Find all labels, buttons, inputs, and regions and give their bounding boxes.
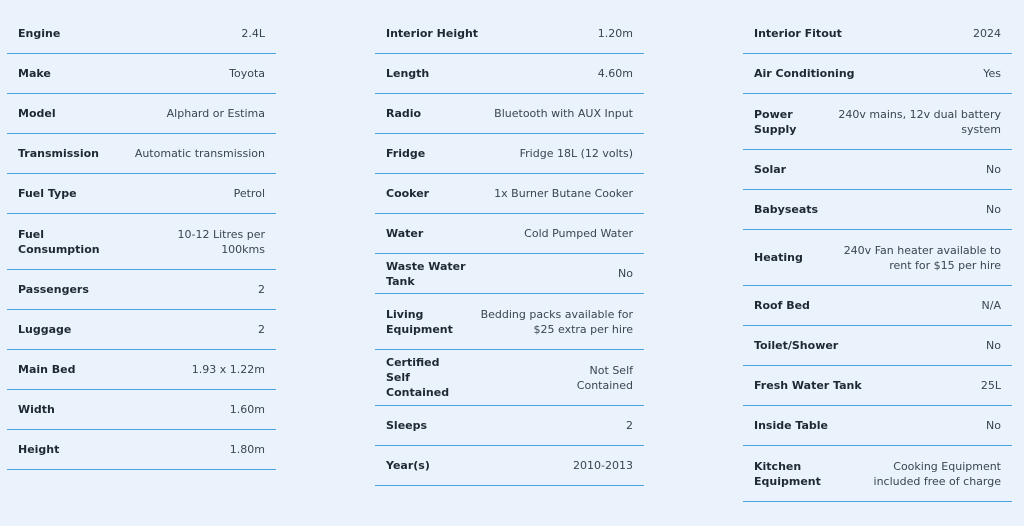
spec-row-inside-table — [743, 406, 1012, 446]
spec-value: 1x Burner Butane Cooker — [494, 187, 633, 200]
spec-value: Automatic transmission — [134, 147, 265, 160]
spec-value: 1.20m — [597, 27, 633, 40]
spec-value: Not Self Contained — [576, 363, 633, 392]
spec-row-main-bed — [7, 350, 276, 390]
spec-row-make — [7, 54, 276, 94]
spec-label: Cooker — [386, 187, 430, 200]
spec-value: 1.60m — [229, 403, 265, 416]
spec-label: Width — [18, 403, 55, 416]
specs-column-1 — [7, 14, 276, 470]
spec-label: Waste Water Tank — [386, 259, 466, 288]
spec-label: Sleeps — [386, 419, 428, 432]
spec-value: Alphard or Estima — [166, 107, 265, 120]
spec-row-certified-self-contained — [375, 350, 644, 406]
spec-row-kitchen-equipment — [743, 446, 1012, 502]
spec-label: Fresh Water Tank — [754, 379, 862, 392]
spec-value: Cooking Equipment included free of charge — [873, 459, 1001, 488]
spec-row-width — [7, 390, 276, 430]
spec-value: Toyota — [229, 67, 265, 80]
spec-row-living-equipment — [375, 294, 644, 350]
spec-label: Height — [18, 443, 60, 456]
spec-row-air-conditioning — [743, 54, 1012, 94]
spec-row-transmission — [7, 134, 276, 174]
spec-value: 2.4L — [241, 27, 265, 40]
spec-label: Fridge — [386, 147, 426, 160]
spec-value: N/A — [981, 299, 1001, 312]
spec-label: Solar — [754, 163, 787, 176]
spec-label: Inside Table — [754, 419, 829, 432]
spec-label: Certified Self Contained — [386, 356, 450, 399]
spec-row-length — [375, 54, 644, 94]
spec-label: Interior Fitout — [754, 27, 842, 40]
spec-label: Main Bed — [18, 363, 76, 376]
spec-label: Transmission — [18, 147, 100, 160]
spec-row-cooker — [375, 174, 644, 214]
spec-row-interior-fitout — [743, 14, 1012, 54]
spec-label: Fuel Consumption — [18, 227, 100, 256]
spec-row-fuel-consumption — [7, 214, 276, 270]
spec-row-passengers — [7, 270, 276, 310]
spec-row-interior-height — [375, 14, 644, 54]
spec-value: 25L — [980, 379, 1001, 392]
spec-value: Cold Pumped Water — [524, 227, 633, 240]
spec-row-waste-water-tank — [375, 254, 644, 294]
spec-value: 4.60m — [597, 67, 633, 80]
spec-label: Heating — [754, 251, 803, 264]
spec-label: Air Conditioning — [754, 67, 855, 80]
spec-label: Passengers — [18, 283, 89, 296]
spec-label: Water — [386, 227, 424, 240]
spec-value: 2024 — [973, 27, 1001, 40]
spec-row-solar — [743, 150, 1012, 190]
spec-row-power-supply — [743, 94, 1012, 150]
spec-label: Toilet/Shower — [754, 339, 839, 352]
spec-value: 2 — [258, 323, 265, 336]
spec-label: Fuel Type — [18, 187, 77, 200]
spec-row-height — [7, 430, 276, 470]
spec-value: 1.93 x 1.22m — [191, 363, 265, 376]
specs-column-3 — [743, 14, 1012, 502]
spec-row-model — [7, 94, 276, 134]
spec-label: Engine — [18, 27, 61, 40]
spec-label: Living Equipment — [386, 307, 453, 336]
spec-value: 2 — [626, 419, 633, 432]
spec-label: Power Supply — [754, 107, 797, 136]
spec-value: No — [986, 203, 1001, 216]
spec-label: Interior Height — [386, 27, 479, 40]
spec-row-toilet-shower — [743, 326, 1012, 366]
spec-row-fridge — [375, 134, 644, 174]
spec-value: 240v mains, 12v dual battery system — [838, 107, 1001, 136]
spec-label: Roof Bed — [754, 299, 810, 312]
spec-row-sleeps — [375, 406, 644, 446]
spec-label: Model — [18, 107, 56, 120]
spec-value: Petrol — [233, 187, 265, 200]
spec-label: Luggage — [18, 323, 72, 336]
spec-row-luggage — [7, 310, 276, 350]
spec-value: No — [618, 267, 633, 280]
spec-row-radio — [375, 94, 644, 134]
spec-row-years — [375, 446, 644, 486]
spec-row-heating — [743, 230, 1012, 286]
spec-row-fuel-type — [7, 174, 276, 214]
spec-label: Babyseats — [754, 203, 819, 216]
spec-label: Year(s) — [386, 459, 430, 472]
spec-row-babyseats — [743, 190, 1012, 230]
spec-value: 1.80m — [229, 443, 265, 456]
spec-label: Make — [18, 67, 51, 80]
spec-value: No — [986, 339, 1001, 352]
spec-label: Radio — [386, 107, 422, 120]
spec-row-roof-bed — [743, 286, 1012, 326]
spec-value: Fridge 18L (12 volts) — [519, 147, 633, 160]
spec-label: Length — [386, 67, 430, 80]
spec-row-fresh-water-tank — [743, 366, 1012, 406]
spec-value: 240v Fan heater available to rent for $15 per hire — [843, 243, 1001, 272]
spec-value: Yes — [983, 67, 1001, 80]
spec-value: No — [986, 163, 1001, 176]
spec-value: Bluetooth with AUX Input — [494, 107, 633, 120]
spec-value: 2 — [258, 283, 265, 296]
spec-value: Bedding packs available for $25 extra per hire — [480, 307, 633, 336]
spec-value: No — [986, 419, 1001, 432]
spec-label: Kitchen Equipment — [754, 459, 821, 488]
spec-value: 10-12 Litres per 100kms — [177, 227, 265, 256]
spec-row-water — [375, 214, 644, 254]
specs-column-2 — [375, 14, 644, 486]
spec-row-engine — [7, 14, 276, 54]
spec-value: 2010-2013 — [573, 459, 633, 472]
